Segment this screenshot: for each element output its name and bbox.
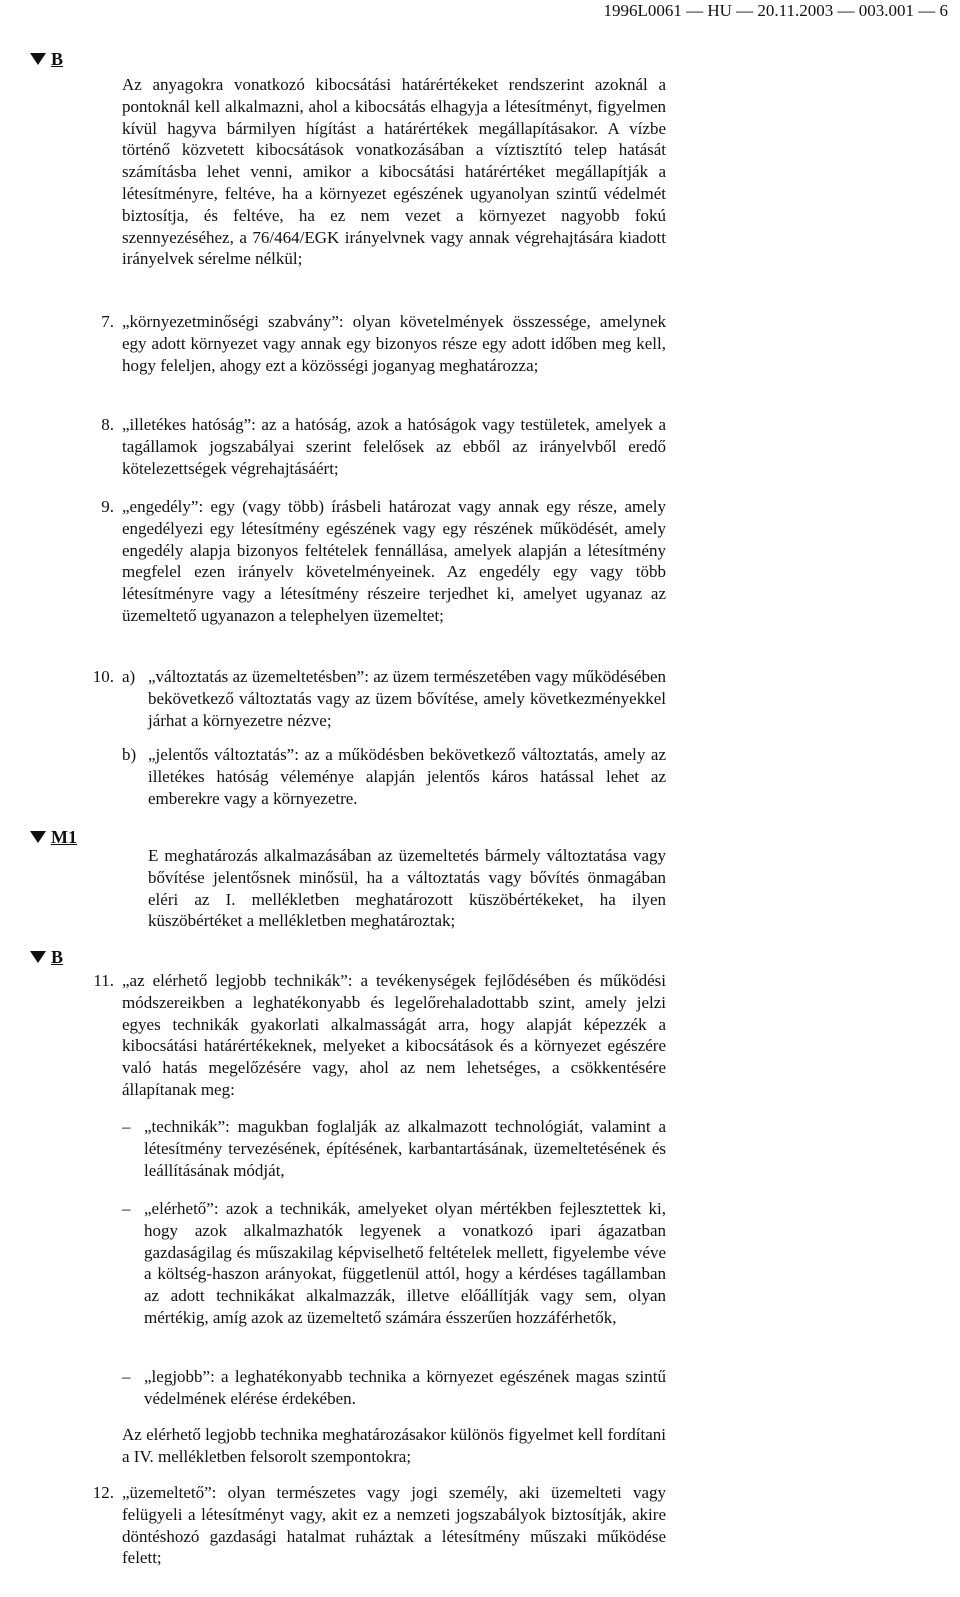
m1-paragraph: E meghatározás alkalmazásában az üzemeltetés bármely változtatása vagy bővítése jelentősnek minősül, ha a változtatás vagy bővítés önmagában eléri az I. mellékletben meghatározott küszöbértékeket, ha ilyen küszöbértéket a mellékletben meghatároztak; (148, 846, 666, 931)
triangle-down-icon (30, 831, 46, 843)
item-number-11: 11. (93, 971, 114, 990)
dash-marker: – (122, 1367, 131, 1386)
page-header: 1996L0061 — HU — 20.11.2003 — 003.001 — 6 (603, 1, 948, 20)
amendment-marker-b (30, 946, 63, 968)
definition-elerheto: „elérhető”: azok a technikák, amelyeket olyan mértékben fejlesztettek ki, hogy azok alkalmazhatók legyenek a vonatkozó ipari ágazatban gazdaságilag és műszakilag képviselhető feltételek mellett, figyelembe véve a költség-haszon arányokat, függetlenül attól, hogy a kérdéses tagállamban az adott technikákat alkalmazzák, illetve előállítják vagy sem, olyan mértékig, amíg azok az üzemeltető számára ésszerűen hozzáférhetők, (144, 1199, 666, 1327)
item-number-9: 9. (101, 497, 114, 516)
item-11-text: „az elérhető legjobb technikák”: a tevékenységek fejlődésében és működési módszereikben a leghatékonyabb és legelőrehaladottabb szint, amely jelzi egyes technikák gyakorlati alkalmasságát arra, hogy alapját képezzék a kibocsátási határértékeknek, melyeket a kibocsátások és a környezet egészére való hatás megelőzésére vagy, ahol az nem lehetséges, a csökkentésére állapítanak meg: (122, 971, 666, 1099)
amendment-marker-m1 (30, 826, 77, 848)
item-number-7: 7. (101, 312, 114, 331)
item-10a-text: „változtatás az üzemeltetésben”: az üzem természetében vagy működésében bekövetkező változtatás vagy az üzem bővítése, amely következményekkel járhat a környezetre nézve; (148, 667, 666, 730)
item-10b-label: b) (122, 745, 137, 764)
item-10a-label: a) (122, 667, 136, 686)
item-7-text: „környezetminőségi szabvány”: olyan követelmények összessége, amelynek egy adott környezet vagy annak egy bizonyos része egy adott időben meg kell, hogy feleljen, ahogy ezt a közösségi joganyag meghatározza; (122, 312, 666, 375)
item-11-closing: Az elérhető legjobb technika meghatározásakor különös figyelmet kell fordítani a IV. mellékletben felsorolt szempontokra; (122, 1425, 666, 1466)
definition-technikak: „technikák”: magukban foglalják az alkalmazott technológiát, valamint a létesítmény tervezésének, építésének, karbantartásának, üzemeltetésének és leállításának módját, (144, 1117, 666, 1180)
item-10b-text: „jelentős változtatás”: az a működésben bekövetkező változtatás, amely az illetékes hatóság véleménye alapján jelentős káros hatással lehet az emberekre vagy a környezetre. (148, 745, 666, 808)
item-9-text: „engedély”: egy (vagy több) írásbeli határozat vagy annak egy része, amely engedélyezi egy létesítmény egészének vagy egy részének működését, amely engedély alapja bizonyos feltételek fennállása, amelyek alapján a létesítmény megfelel ezen irányelv követelményeinek. Az engedély egy vagy több létesítményre vagy a létesítmény részeire terjedhet ki, amelyet ugyanaz az üzemeltető ugyanazon a telephelyen üzemeltet; (122, 497, 666, 625)
definition-legjobb: „legjobb”: a leghatékonyabb technika a környezet egészének magas szintű védelmének elérése érdekében. (144, 1367, 666, 1408)
intro-paragraph: Az anyagokra vonatkozó kibocsátási határértékeket rendszerint azoknál a pontoknál kell alkalmazni, ahol a kibocsátás elhagyja a létesítményt, figyelmen kívül hagyva bármilyen hígítást a határértékek megállapításakor. A vízbe történő közvetett kibocsátások vonatkozásában a víztisztító telep hatását számításba lehet venni, amikor a kibocsátási határértéket megállapítják a létesítményre, feltéve, ha a környezet egészének ugyanolyan szintű védelmét biztosítja, és feltéve, ha ez nem vezet a környezet nagyobb fokú szennyezéséhez, a 76/464/EGK irányelvnek vagy annak végrehajtására kiadott irányelvek sérelme nélkül; (122, 75, 666, 269)
dash-marker: – (122, 1199, 131, 1218)
triangle-down-icon (30, 951, 46, 963)
item-number-8: 8. (101, 415, 114, 434)
item-8-text: „illetékes hatóság”: az a hatóság, azok a hatóságok vagy testületek, amelyek a tagállamok jogszabályai szerint felelősek az ebből az irányelvből eredő kötelezettségek végrehajtásáért; (122, 415, 666, 478)
marker-code[interactable]: M1 (51, 827, 77, 847)
marker-code[interactable]: B (51, 947, 64, 967)
item-number-12: 12. (92, 1483, 114, 1502)
dash-marker: – (122, 1117, 131, 1136)
item-12-text: „üzemeltető”: olyan természetes vagy jogi személy, aki üzemelteti vagy felügyeli a létesítményt vagy, akit ez a nemzeti jogszabályok biztosítják, akire döntéshozó gazdasági hatalmat ruháztak a létesítmény műszaki működése felett; (122, 1483, 666, 1568)
item-number-10: 10. (92, 667, 114, 686)
marker-code[interactable]: B (51, 49, 64, 69)
triangle-down-icon (30, 53, 46, 65)
amendment-marker-b (30, 48, 63, 70)
